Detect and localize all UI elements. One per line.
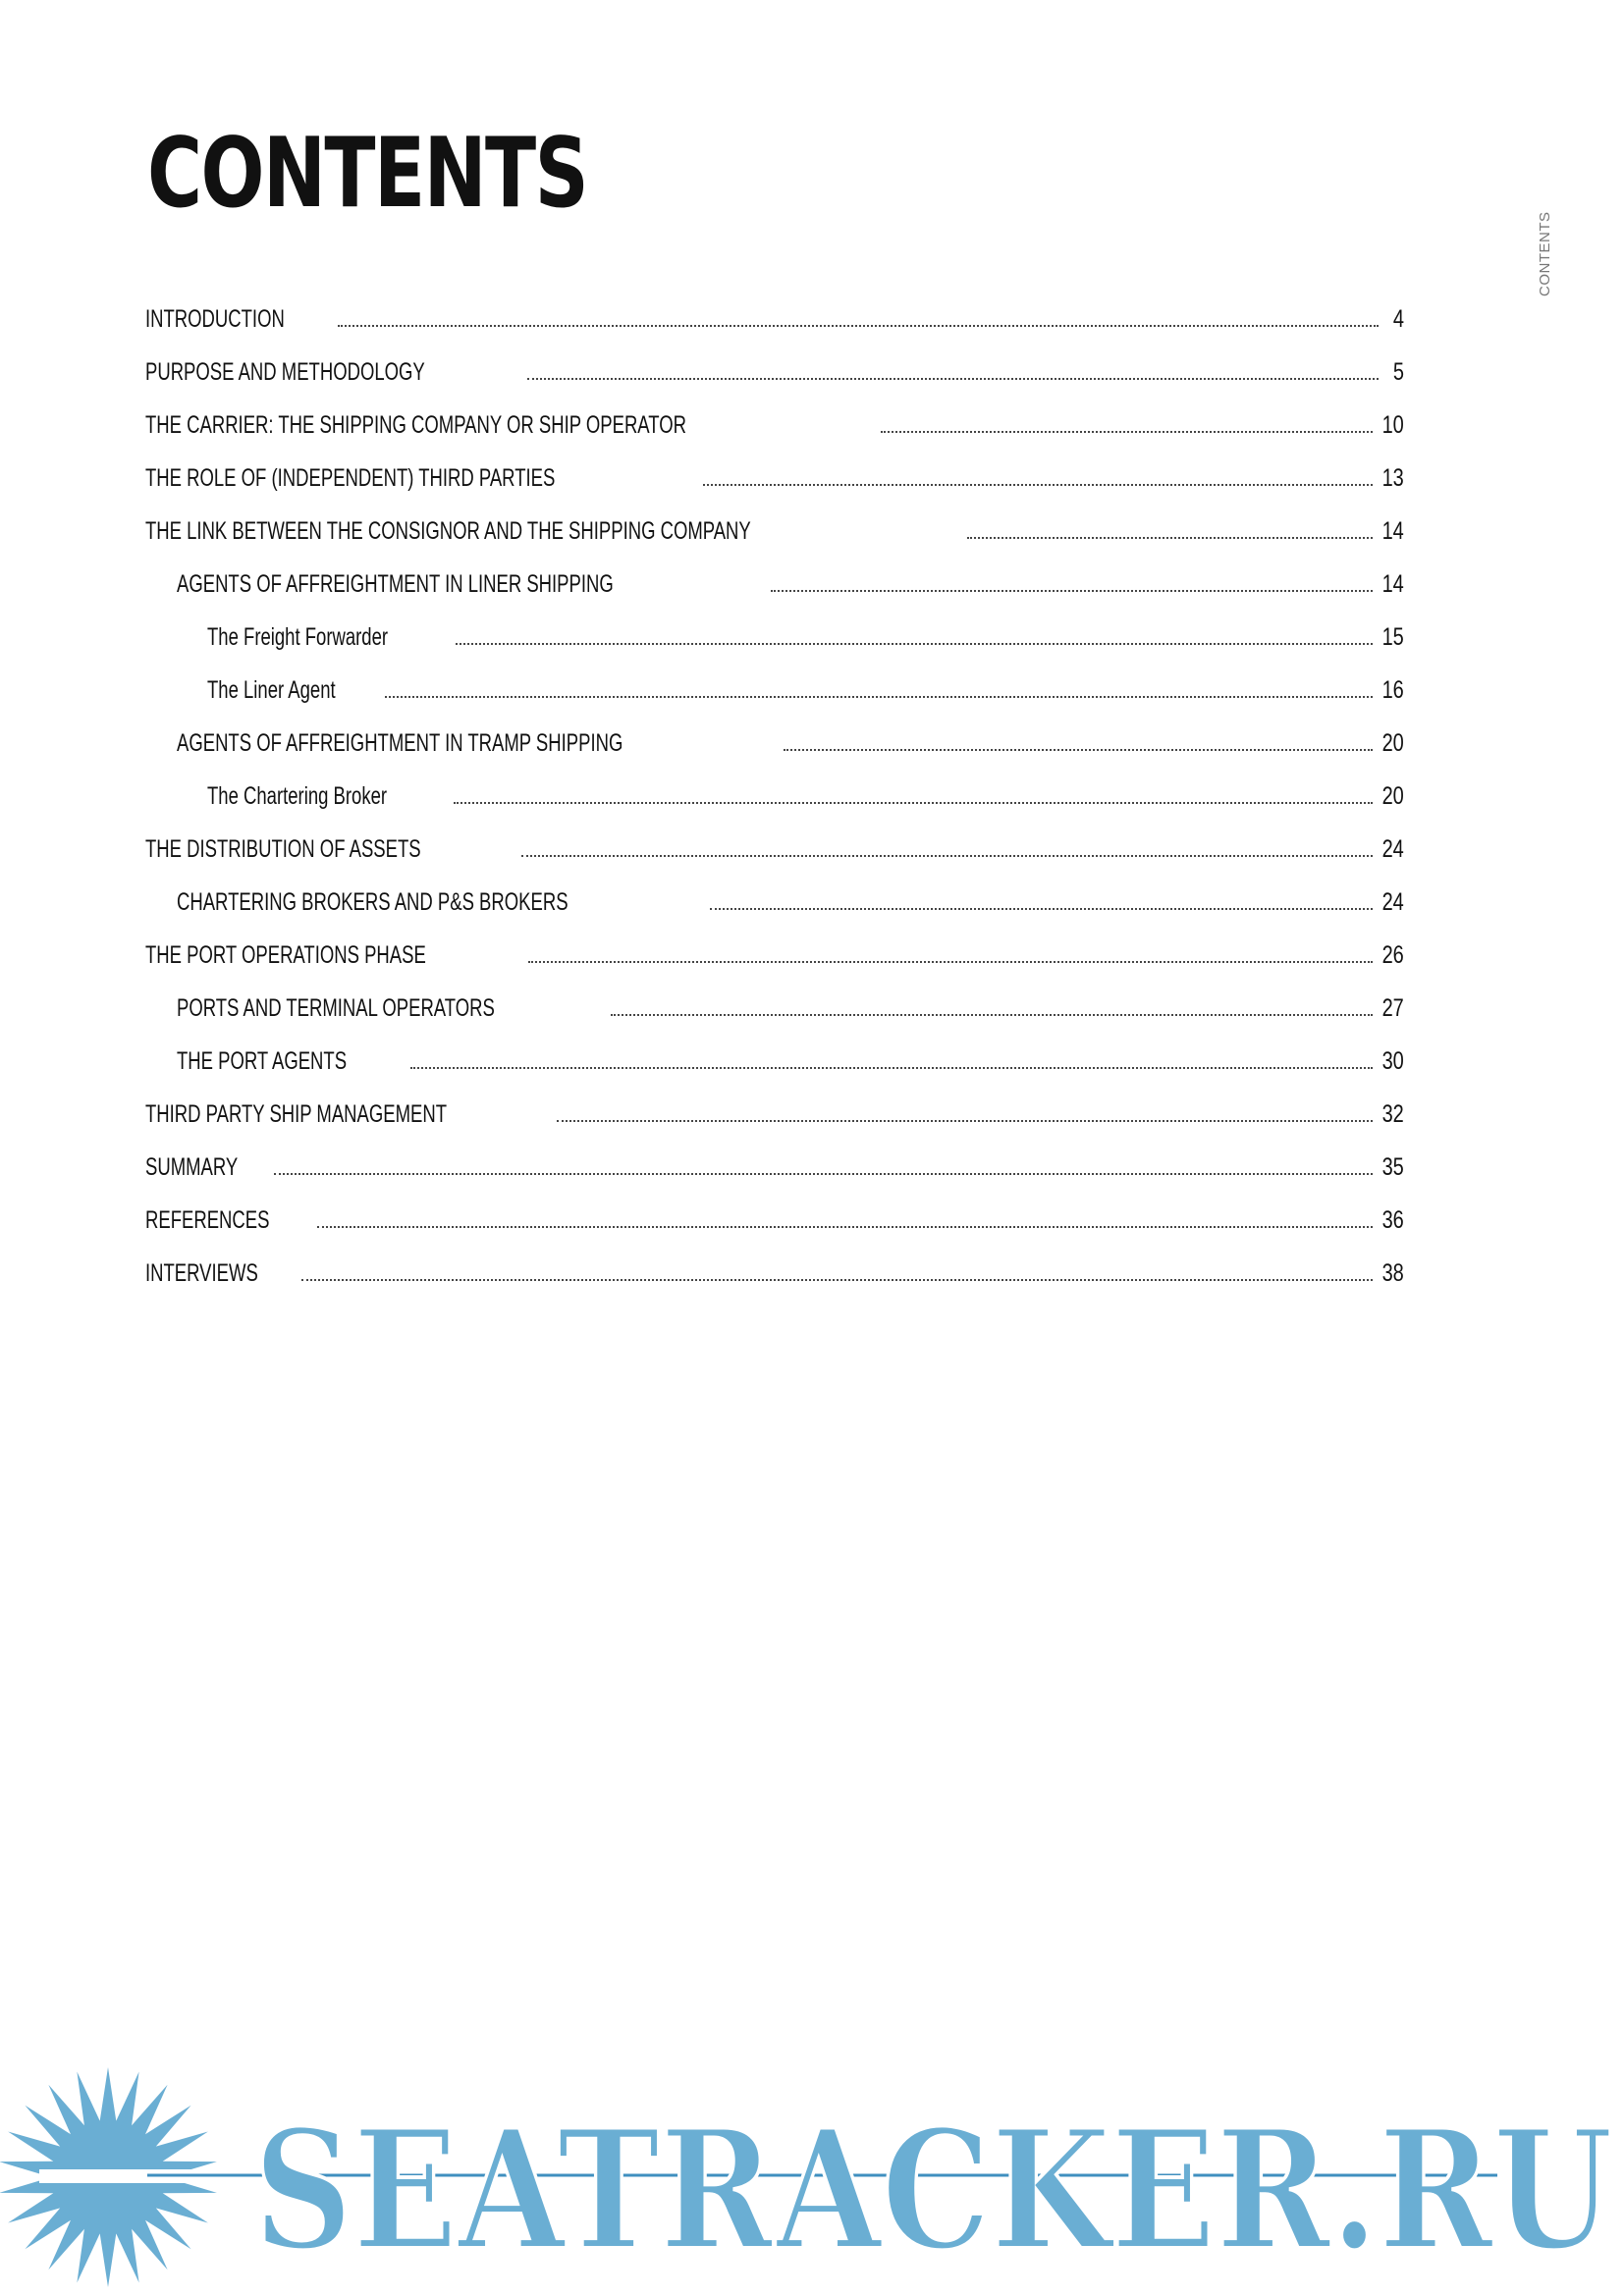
toc-dot-leader <box>784 748 1373 751</box>
toc-entry[interactable] <box>145 1149 1404 1202</box>
toc-entry[interactable] <box>145 884 1404 937</box>
toc-entry-page-number: 14 <box>1381 517 1404 545</box>
toc-dot-leader <box>385 695 1374 698</box>
toc-entry-label: PORTS AND TERMINAL OPERATORS <box>177 994 495 1022</box>
toc-entry[interactable] <box>145 1255 1404 1308</box>
toc-entry[interactable] <box>145 990 1404 1043</box>
side-section-label <box>1537 211 1554 296</box>
watermark-logo <box>0 2061 1624 2296</box>
toc-dot-leader <box>881 430 1374 433</box>
toc-dot-leader <box>410 1066 1373 1069</box>
toc-dot-leader <box>528 960 1373 963</box>
toc-entry[interactable] <box>145 407 1404 460</box>
toc-entry-page-number: 24 <box>1381 835 1404 863</box>
toc-entry[interactable] <box>145 672 1404 725</box>
toc-dot-leader <box>967 536 1373 539</box>
toc-dot-leader <box>521 854 1373 857</box>
toc-entry-label: THIRD PARTY SHIP MANAGEMENT <box>145 1100 448 1128</box>
toc-entry-page-number: 20 <box>1381 729 1404 757</box>
toc-entry-label: THE CARRIER: THE SHIPPING COMPANY OR SHIP OPERATOR <box>145 411 686 439</box>
page-title: CONTENTS <box>147 118 588 230</box>
toc-entry[interactable] <box>145 513 1404 566</box>
table-of-contents <box>145 301 1404 1308</box>
toc-entry[interactable] <box>145 725 1404 778</box>
toc-dot-leader <box>301 1278 1373 1281</box>
toc-dot-leader <box>703 483 1373 486</box>
toc-entry-page-number: 24 <box>1381 888 1404 916</box>
toc-entry-page-number: 14 <box>1381 570 1404 598</box>
watermark-text: SEATRACKER.RU <box>253 2093 1613 2287</box>
toc-entry-label: THE LINK BETWEEN THE CONSIGNOR AND THE SHIPPING COMPANY <box>145 517 751 545</box>
toc-entry-page-number: 10 <box>1381 411 1404 439</box>
toc-entry-label: The Freight Forwarder <box>207 623 389 651</box>
toc-entry-label: PURPOSE AND METHODOLOGY <box>145 358 425 386</box>
toc-entry[interactable] <box>145 354 1404 407</box>
toc-entry-label: REFERENCES <box>145 1206 270 1234</box>
toc-entry[interactable] <box>145 831 1404 884</box>
toc-entry-label: THE DISTRIBUTION OF ASSETS <box>145 835 421 863</box>
toc-entry[interactable] <box>145 301 1404 354</box>
toc-entry-page-number: 32 <box>1381 1100 1404 1128</box>
toc-entry-page-number: 38 <box>1381 1259 1404 1287</box>
toc-dot-leader <box>274 1172 1373 1175</box>
toc-entry[interactable] <box>145 1043 1404 1096</box>
toc-dot-leader <box>527 377 1379 380</box>
toc-entry[interactable] <box>145 619 1404 672</box>
toc-entry-page-number: 36 <box>1381 1206 1404 1234</box>
toc-entry-label: SUMMARY <box>145 1153 239 1181</box>
toc-entry-label: AGENTS OF AFFREIGHTMENT IN TRAMP SHIPPING <box>177 729 623 757</box>
toc-entry-page-number: 20 <box>1381 782 1404 810</box>
toc-entry-label: INTERVIEWS <box>145 1259 258 1287</box>
toc-entry[interactable] <box>145 566 1404 619</box>
toc-dot-leader <box>454 801 1373 804</box>
toc-dot-leader <box>456 642 1373 645</box>
toc-entry-label: INTRODUCTION <box>145 305 285 333</box>
toc-entry-page-number: 13 <box>1381 464 1404 492</box>
toc-entry-label: THE PORT AGENTS <box>177 1047 348 1075</box>
toc-entry[interactable] <box>145 937 1404 990</box>
toc-entry-page-number: 26 <box>1381 941 1404 969</box>
toc-entry-label: THE ROLE OF (INDEPENDENT) THIRD PARTIES <box>145 464 556 492</box>
toc-entry-label: CHARTERING BROKERS AND P&S BROKERS <box>177 888 568 916</box>
toc-entry-page-number: 30 <box>1381 1047 1404 1075</box>
toc-entry-page-number: 15 <box>1381 623 1404 651</box>
toc-dot-leader <box>611 1013 1374 1016</box>
toc-entry[interactable] <box>145 1096 1404 1149</box>
toc-entry-label: AGENTS OF AFFREIGHTMENT IN LINER SHIPPING <box>177 570 614 598</box>
toc-dot-leader <box>338 324 1379 327</box>
side-section-label-text: CONTENTS <box>1537 211 1553 296</box>
sunburst-icon <box>0 2067 236 2287</box>
toc-dot-leader <box>317 1225 1373 1228</box>
toc-dot-leader <box>710 907 1374 910</box>
toc-entry-page-number: 35 <box>1381 1153 1404 1181</box>
toc-entry[interactable] <box>145 1202 1404 1255</box>
toc-entry-label: The Chartering Broker <box>207 782 388 810</box>
toc-entry-label: The Liner Agent <box>207 676 336 704</box>
toc-entry[interactable] <box>145 460 1404 513</box>
toc-entry-page-number: 16 <box>1381 676 1404 704</box>
toc-entry-page-number: 5 <box>1392 358 1404 386</box>
toc-dot-leader <box>771 589 1373 592</box>
toc-entry-label: THE PORT OPERATIONS PHASE <box>145 941 426 969</box>
toc-dot-leader <box>557 1119 1373 1122</box>
toc-entry-page-number: 4 <box>1392 305 1404 333</box>
toc-entry-page-number: 27 <box>1381 994 1404 1022</box>
toc-entry[interactable] <box>145 778 1404 831</box>
